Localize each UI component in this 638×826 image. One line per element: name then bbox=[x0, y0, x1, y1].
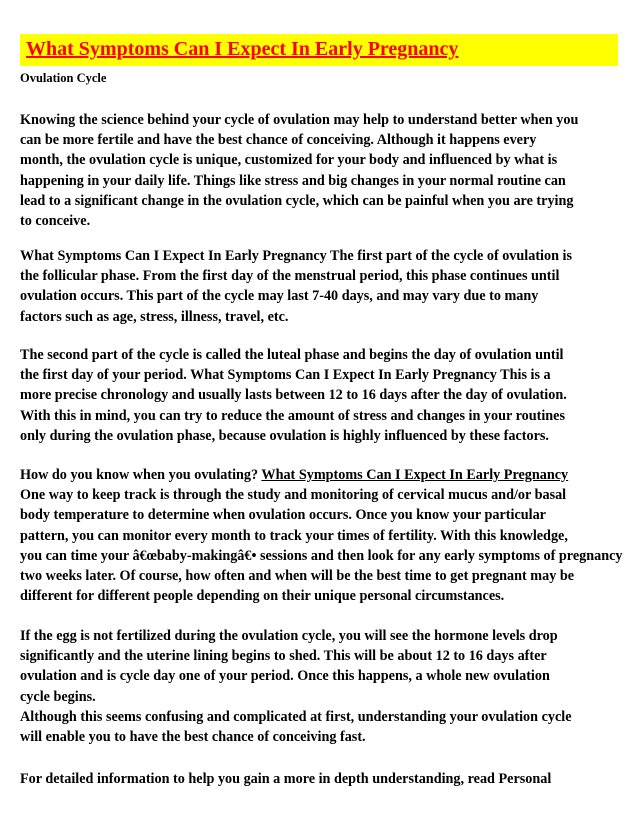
text-line: you can time your â€œbaby-makingâ€• sessions and then look for any early symptoms of pregnancy bbox=[20, 547, 623, 564]
text-line: What Symptoms Can I Expect In Early Pregnancy The first part of the cycle of ovulation is bbox=[20, 248, 572, 264]
text-line: more precise chronology and usually lasts between 12 to 16 days after the day of ovulation. bbox=[20, 387, 567, 404]
article-link[interactable]: What Symptoms Can I Expect In Early Pregnancy bbox=[261, 467, 569, 483]
text-line: different for different people depending on their unique personal circumstances. bbox=[20, 588, 505, 605]
text-line: only during the ovulation phase, because ovulation is highly influenced by these factors. bbox=[20, 427, 549, 444]
text-line: happening in your daily life. Things like stress and big changes in your normal routine can bbox=[20, 172, 566, 189]
text-line: month, the ovulation cycle is unique, customized for your body and influenced by what is bbox=[20, 152, 558, 169]
paragraph-4 bbox=[20, 465, 638, 606]
text-line: can be more fertile and have the best chance of conceiving. Although it happens every bbox=[20, 132, 537, 149]
text-line: The second part of the cycle is called the luteal phase and begins the day of ovulation until bbox=[20, 347, 564, 363]
text-line: to conceive. bbox=[20, 212, 91, 229]
text-line bbox=[20, 465, 638, 485]
text-line: the first day of your period. What Symptoms Can I Expect In Early Pregnancy This is a bbox=[20, 367, 551, 384]
text-line: If the egg is not fertilized during the ovulation cycle, you will see the hormone levels drop bbox=[20, 628, 558, 644]
paragraph-3 bbox=[20, 345, 638, 446]
text-line: factors such as age, stress, illness, travel, etc. bbox=[20, 308, 289, 325]
text-line: Knowing the science behind your cycle of ovulation may help to understand better when you bbox=[20, 112, 579, 128]
text-line: pattern, you can monitor every month to track your times of fertility. With this knowledge, bbox=[20, 527, 568, 544]
text-line: two weeks later. Of course, how often and when will be the best time to get pregnant may be bbox=[20, 567, 575, 584]
text-line: will enable you to have the best chance of conceiving fast. bbox=[20, 728, 366, 745]
text-line: One way to keep track is through the study and monitoring of cervical mucus and/or basal bbox=[20, 487, 567, 504]
text-line: cycle begins. bbox=[20, 688, 96, 705]
text-line: With this in mind, you can try to reduce the amount of stress and changes in your routines bbox=[20, 407, 565, 424]
paragraph-1 bbox=[20, 110, 638, 231]
paragraph-2 bbox=[20, 246, 638, 327]
title-banner bbox=[20, 34, 618, 66]
text-line: significantly and the uterine lining begins to shed. This will be about 12 to 16 days after bbox=[20, 648, 547, 665]
text-line: the follicular phase. From the first day of the menstrual period, this phase continues until bbox=[20, 268, 560, 285]
page-title: What Symptoms Can I Expect In Early Pregnancy bbox=[26, 38, 459, 60]
text-line: ovulation and is cycle day one of your period. Once this happens, a whole new ovulation bbox=[20, 668, 550, 685]
text-line: lead to a significant change in the ovulation cycle, which can be painful when you are trying bbox=[20, 192, 574, 209]
text-line: For detailed information to help you gain a more in depth understanding, read Personal bbox=[20, 771, 552, 787]
section-subtitle: Ovulation Cycle bbox=[20, 71, 107, 85]
text-line: body temperature to determine when ovulation occurs. Once you know your particular bbox=[20, 507, 546, 524]
text-line: ovulation occurs. This part of the cycle may last 7-40 days, and may vary due to many bbox=[20, 288, 539, 305]
paragraph-6 bbox=[20, 769, 638, 789]
question-text: How do you know when you ovulating? bbox=[20, 467, 262, 483]
paragraph-5 bbox=[20, 626, 638, 747]
text-line: Although this seems confusing and complicated at first, understanding your ovulation cycle bbox=[20, 708, 572, 725]
